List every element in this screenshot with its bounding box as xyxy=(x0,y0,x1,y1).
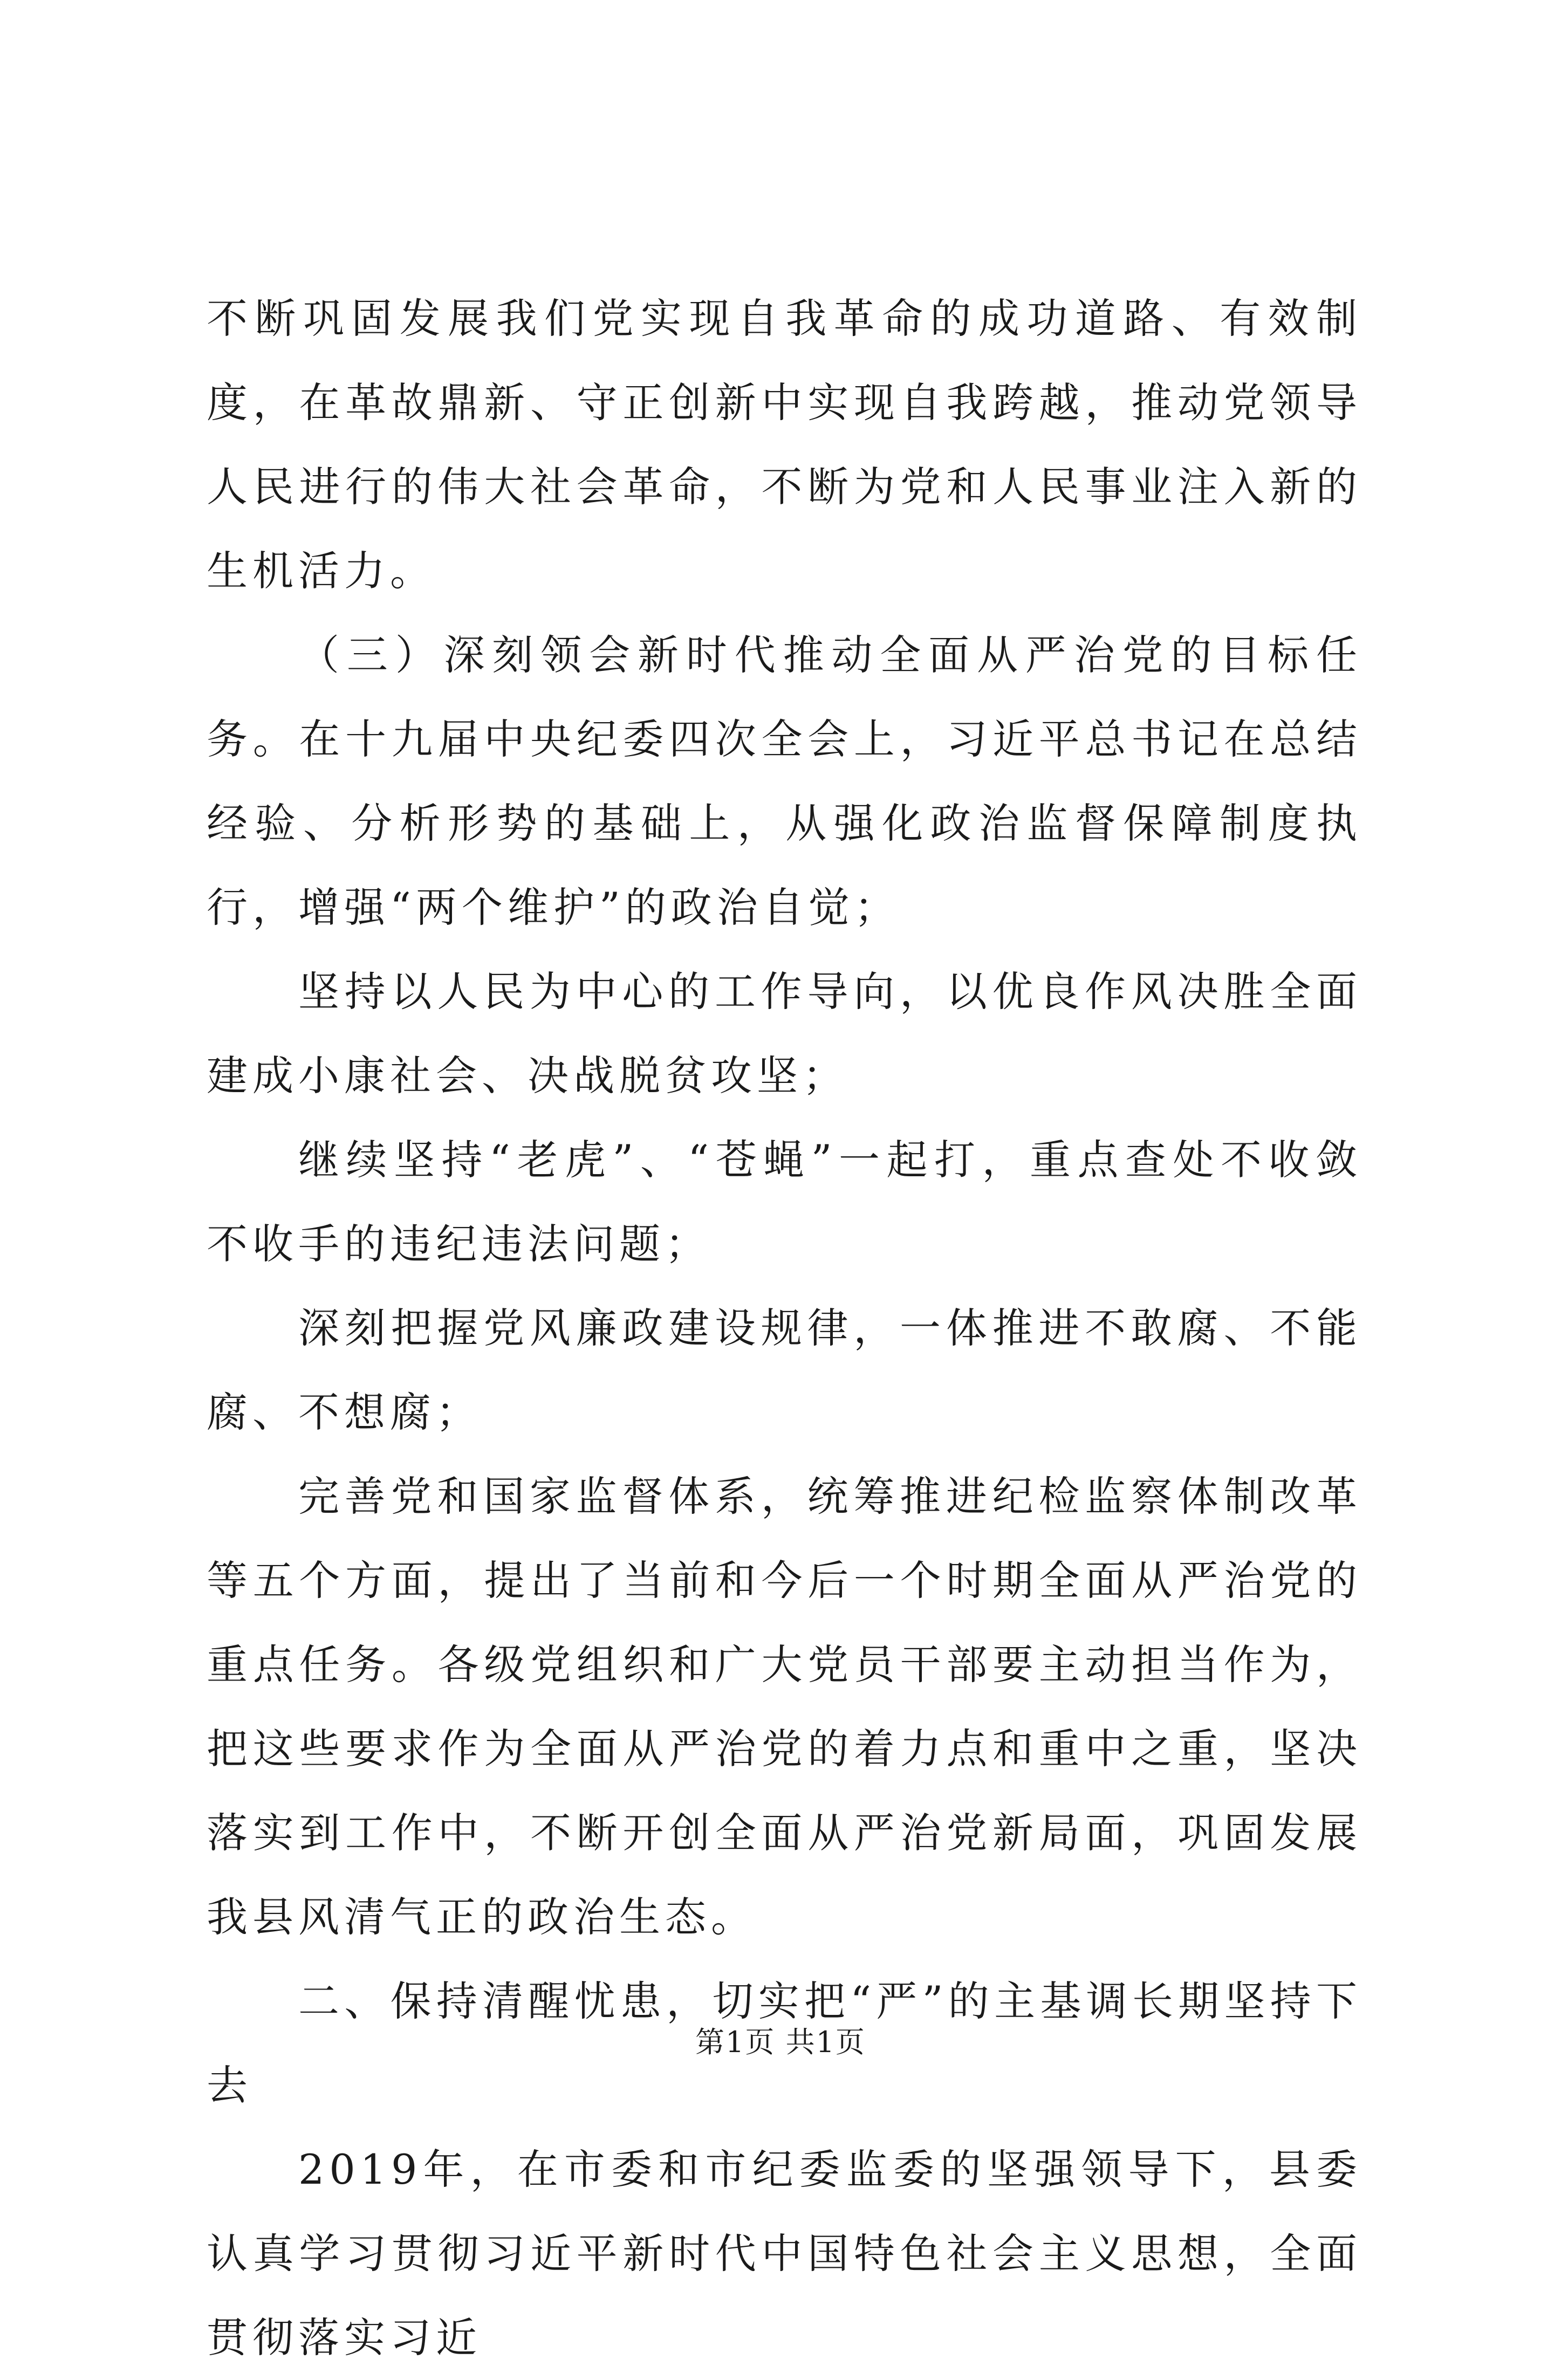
document-body xyxy=(207,277,1362,2380)
paragraph-supervision-system: 完善党和国家监督体系，统筹推进纪检监察体制改革等五个方面，提出了当前和今后一个时期全面从严治党的重点任务。各级党组织和广大党员干部要主动担当作为，把这些要求作为全面从严治党的着力点和重中之重，坚决落实到工作中，不断开创全面从严治党新局面，巩固发展我县风清气正的政治生态。 xyxy=(207,1472,1362,1941)
paragraph-continuation: 不断巩固发展我们党实现自我革命的成功道路、有效制度，在革故鼎新、守正创新中实现自我跨越，推动党领导人民进行的伟大社会革命，不断为党和人民事业注入新的生机活力。 xyxy=(207,294,1362,595)
paragraph-anti-corruption: 深刻把握党风廉政建设规律，一体推进不敢腐、不能腐、不想腐； xyxy=(207,1304,1362,1436)
paragraph-2019: 2019年，在市委和市纪委监委的坚强领导下，县委认真学习贯彻习近平新时代中国特色社会主义思想，全面贯彻落实习近 xyxy=(207,2145,1362,2362)
paragraph-section-three: （三）深刻领会新时代推动全面从严治党的目标任务。在十九届中央纪委四次全会上，习近平总书记在总结经验、分析形势的基础上，从强化政治监督保障制度执行，增强“两个维护”的政治自觉； xyxy=(207,631,1362,931)
section-heading-two: 二、保持清醒忧患，切实把“严”的主基调长期坚持下去 xyxy=(207,1977,1362,2109)
paragraph-people-centered: 坚持以人民为中心的工作导向，以优良作风决胜全面建成小康社会、决战脱贫攻坚； xyxy=(207,968,1362,1100)
paragraph-tigers-flies: 继续坚持“老虎”、“苍蝇”一起打，重点查处不收敛不收手的违纪违法问题； xyxy=(207,1136,1362,1268)
page-footer xyxy=(0,2024,1561,2061)
page-number-label: 第1页 共1页 xyxy=(695,2025,866,2059)
